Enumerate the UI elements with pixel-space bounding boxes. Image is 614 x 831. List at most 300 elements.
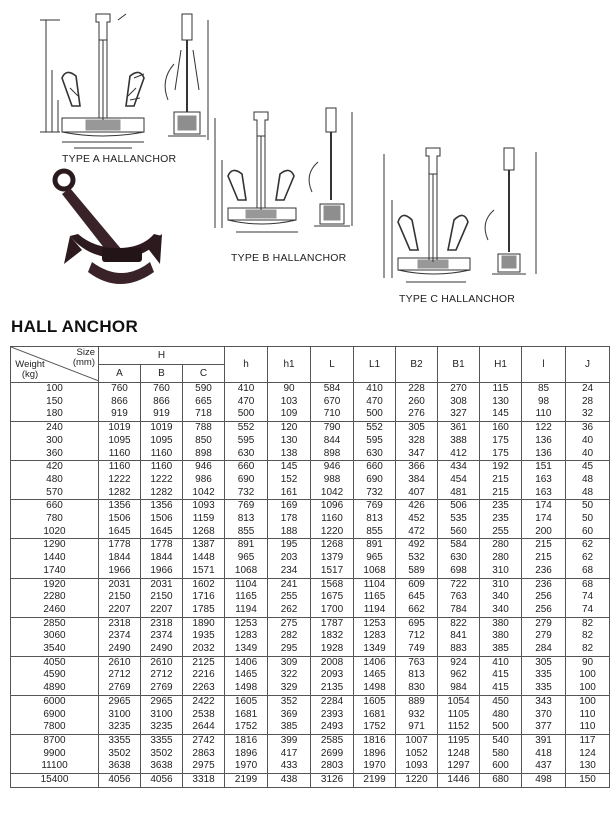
value-cell: 2490 — [99, 643, 141, 656]
value-cell: 1160 — [99, 448, 141, 461]
table-row — [11, 682, 610, 695]
value-cell: 2644 — [183, 721, 225, 734]
value-cell: 68 — [566, 578, 610, 591]
value-cell: 1095 — [141, 435, 183, 448]
weight-cell: 3540 — [11, 643, 99, 656]
value-cell: 369 — [268, 709, 311, 722]
value-cell: 3100 — [141, 709, 183, 722]
value-cell: 946 — [311, 461, 354, 474]
value-cell: 407 — [396, 487, 438, 500]
value-cell: 48 — [566, 487, 610, 500]
value-cell: 380 — [480, 617, 522, 630]
value-cell: 122 — [522, 422, 566, 435]
value-cell: 1970 — [225, 760, 268, 773]
weight-cell: 240 — [11, 422, 99, 435]
value-cell: 2712 — [141, 669, 183, 682]
value-cell: 109 — [268, 408, 311, 421]
value-cell: 1222 — [99, 474, 141, 487]
table-row — [11, 448, 610, 461]
type-c-front-view — [384, 148, 470, 282]
value-cell: 1220 — [311, 526, 354, 539]
value-cell: 1966 — [99, 565, 141, 578]
value-cell: 192 — [480, 461, 522, 474]
value-cell: 1165 — [354, 591, 396, 604]
value-cell: 822 — [438, 617, 480, 630]
table-row — [11, 669, 610, 682]
value-cell: 1716 — [183, 591, 225, 604]
value-cell: 1096 — [311, 500, 354, 513]
value-cell: 433 — [268, 760, 311, 773]
value-cell: 763 — [438, 591, 480, 604]
value-cell: 2965 — [99, 695, 141, 708]
value-cell: 2263 — [183, 682, 225, 695]
weight-cell: 780 — [11, 513, 99, 526]
value-cell: 98 — [522, 396, 566, 409]
value-cell: 2284 — [311, 695, 354, 708]
value-cell: 50 — [566, 500, 610, 513]
value-cell: 866 — [99, 396, 141, 409]
table-row — [11, 500, 610, 513]
table-row — [11, 487, 610, 500]
value-cell: 1282 — [99, 487, 141, 500]
value-cell: 595 — [225, 435, 268, 448]
value-cell: 919 — [141, 408, 183, 421]
table-row — [11, 383, 610, 396]
value-cell: 1220 — [396, 774, 438, 788]
value-cell: 1700 — [311, 604, 354, 617]
table-row — [11, 422, 610, 435]
value-cell: 454 — [438, 474, 480, 487]
value-cell: 841 — [438, 630, 480, 643]
value-cell: 630 — [225, 448, 268, 461]
col-header-L1: L1 — [354, 347, 396, 383]
value-cell: 410 — [480, 656, 522, 669]
value-cell: 1007 — [396, 734, 438, 747]
value-cell: 3100 — [99, 709, 141, 722]
weight-cell: 570 — [11, 487, 99, 500]
value-cell: 103 — [268, 396, 311, 409]
weight-cell: 300 — [11, 435, 99, 448]
value-cell: 236 — [522, 565, 566, 578]
value-cell: 28 — [566, 396, 610, 409]
value-cell: 1194 — [225, 604, 268, 617]
value-cell: 844 — [311, 435, 354, 448]
value-cell: 1605 — [354, 695, 396, 708]
value-cell: 784 — [438, 604, 480, 617]
value-cell: 866 — [141, 396, 183, 409]
value-cell: 163 — [522, 474, 566, 487]
value-cell: 1349 — [354, 643, 396, 656]
table-row — [11, 617, 610, 630]
value-cell: 1778 — [141, 539, 183, 552]
table-row — [11, 526, 610, 539]
value-cell: 426 — [396, 500, 438, 513]
value-cell: 3502 — [99, 748, 141, 761]
value-cell: 763 — [396, 656, 438, 669]
value-cell: 1896 — [354, 748, 396, 761]
type-a-label: TYPE A HALLANCHOR — [62, 153, 177, 165]
value-cell: 2216 — [183, 669, 225, 682]
value-cell: 889 — [396, 695, 438, 708]
value-cell: 2093 — [311, 669, 354, 682]
value-cell: 385 — [268, 721, 311, 734]
value-cell: 1356 — [141, 500, 183, 513]
value-cell: 256 — [522, 604, 566, 617]
value-cell: 352 — [268, 695, 311, 708]
weight-cell: 1020 — [11, 526, 99, 539]
value-cell: 790 — [311, 422, 354, 435]
value-cell: 2712 — [99, 669, 141, 682]
value-cell: 100 — [566, 695, 610, 708]
table-row — [11, 435, 610, 448]
type-b-side-view — [309, 108, 352, 226]
table-row — [11, 461, 610, 474]
value-cell: 310 — [480, 578, 522, 591]
value-cell: 161 — [268, 487, 311, 500]
value-cell: 74 — [566, 604, 610, 617]
value-cell: 399 — [268, 734, 311, 747]
value-cell: 145 — [268, 461, 311, 474]
value-cell: 749 — [396, 643, 438, 656]
value-cell: 1681 — [354, 709, 396, 722]
value-cell: 130 — [268, 435, 311, 448]
value-cell: 1283 — [225, 630, 268, 643]
value-cell: 160 — [480, 422, 522, 435]
value-cell: 492 — [396, 539, 438, 552]
value-cell: 1095 — [99, 435, 141, 448]
value-cell: 36 — [566, 422, 610, 435]
value-cell: 270 — [438, 383, 480, 396]
value-cell: 1844 — [99, 552, 141, 565]
value-cell: 130 — [480, 396, 522, 409]
value-cell: 2975 — [183, 760, 225, 773]
value-cell: 1506 — [141, 513, 183, 526]
value-cell: 40 — [566, 448, 610, 461]
value-cell: 2965 — [141, 695, 183, 708]
value-cell: 2008 — [311, 656, 354, 669]
value-cell: 680 — [480, 774, 522, 788]
value-cell: 1152 — [438, 721, 480, 734]
value-cell: 552 — [354, 422, 396, 435]
value-cell: 1446 — [438, 774, 480, 788]
value-cell: 1093 — [396, 760, 438, 773]
value-cell: 295 — [268, 643, 311, 656]
value-cell: 2207 — [141, 604, 183, 617]
value-cell: 2032 — [183, 643, 225, 656]
value-cell: 1517 — [311, 565, 354, 578]
value-cell: 769 — [225, 500, 268, 513]
value-cell: 2318 — [141, 617, 183, 630]
value-cell: 891 — [354, 539, 396, 552]
value-cell: 1844 — [141, 552, 183, 565]
value-cell: 82 — [566, 643, 610, 656]
col-header-l: l — [522, 347, 566, 383]
value-cell: 279 — [522, 630, 566, 643]
value-cell: 415 — [480, 682, 522, 695]
value-cell: 310 — [480, 565, 522, 578]
value-cell: 481 — [438, 487, 480, 500]
value-cell: 188 — [268, 526, 311, 539]
value-cell: 110 — [522, 408, 566, 421]
value-cell: 965 — [225, 552, 268, 565]
value-cell: 1568 — [311, 578, 354, 591]
value-cell: 850 — [183, 435, 225, 448]
value-cell: 690 — [225, 474, 268, 487]
value-cell: 2493 — [311, 721, 354, 734]
value-cell: 1832 — [311, 630, 354, 643]
value-cell: 1681 — [225, 709, 268, 722]
type-c-side-view — [485, 148, 536, 274]
value-cell: 417 — [268, 748, 311, 761]
value-cell: 1675 — [311, 591, 354, 604]
value-cell: 255 — [268, 591, 311, 604]
value-cell: 1506 — [99, 513, 141, 526]
value-cell: 110 — [566, 709, 610, 722]
value-cell: 1248 — [438, 748, 480, 761]
value-cell: 1349 — [225, 643, 268, 656]
type-b-label: TYPE B HALLANCHOR — [231, 252, 347, 264]
value-cell: 256 — [522, 591, 566, 604]
value-cell: 235 — [480, 513, 522, 526]
value-cell: 1970 — [354, 760, 396, 773]
value-cell: 410 — [225, 383, 268, 396]
value-cell: 100 — [566, 669, 610, 682]
type-c-label: TYPE C HALLANCHOR — [399, 293, 516, 305]
value-cell: 24 — [566, 383, 610, 396]
weight-cell: 3060 — [11, 630, 99, 643]
value-cell: 309 — [268, 656, 311, 669]
value-cell: 932 — [396, 709, 438, 722]
value-cell: 388 — [438, 435, 480, 448]
value-cell: 769 — [354, 500, 396, 513]
value-cell: 45 — [566, 461, 610, 474]
value-cell: 2538 — [183, 709, 225, 722]
value-cell: 275 — [268, 617, 311, 630]
value-cell: 1356 — [99, 500, 141, 513]
table-row — [11, 643, 610, 656]
value-cell: 3126 — [311, 774, 354, 788]
value-cell: 234 — [268, 565, 311, 578]
table-row — [11, 630, 610, 643]
value-cell: 813 — [396, 669, 438, 682]
value-cell: 695 — [396, 617, 438, 630]
value-cell: 1605 — [225, 695, 268, 708]
value-cell: 3235 — [141, 721, 183, 734]
weight-cell: 1740 — [11, 565, 99, 578]
value-cell: 328 — [396, 435, 438, 448]
value-cell: 535 — [438, 513, 480, 526]
value-cell: 280 — [480, 539, 522, 552]
value-cell: 175 — [480, 435, 522, 448]
value-cell: 480 — [480, 709, 522, 722]
value-cell: 1966 — [141, 565, 183, 578]
value-cell: 2150 — [99, 591, 141, 604]
value-cell: 130 — [566, 760, 610, 773]
value-cell: 2150 — [141, 591, 183, 604]
weight-cell: 8700 — [11, 734, 99, 747]
value-cell: 712 — [396, 630, 438, 643]
value-cell: 1752 — [354, 721, 396, 734]
table-row — [11, 591, 610, 604]
value-cell: 1498 — [354, 682, 396, 695]
value-cell: 1448 — [183, 552, 225, 565]
value-cell: 3355 — [99, 734, 141, 747]
value-cell: 1268 — [311, 539, 354, 552]
value-cell: 698 — [438, 565, 480, 578]
value-cell: 1068 — [354, 565, 396, 578]
weight-cell: 11100 — [11, 760, 99, 773]
col-header-H1: H1 — [480, 347, 522, 383]
value-cell: 2803 — [311, 760, 354, 773]
value-cell: 1602 — [183, 578, 225, 591]
value-cell: 1282 — [141, 487, 183, 500]
value-cell: 262 — [268, 604, 311, 617]
value-cell: 580 — [480, 748, 522, 761]
value-cell: 308 — [438, 396, 480, 409]
value-cell: 124 — [566, 748, 610, 761]
value-cell: 1194 — [354, 604, 396, 617]
weight-cell: 7800 — [11, 721, 99, 734]
value-cell: 4056 — [99, 774, 141, 788]
value-cell: 1160 — [99, 461, 141, 474]
value-cell: 255 — [480, 526, 522, 539]
value-cell: 215 — [522, 539, 566, 552]
weight-cell: 2460 — [11, 604, 99, 617]
value-cell: 971 — [396, 721, 438, 734]
value-cell: 670 — [311, 396, 354, 409]
value-cell: 600 — [480, 760, 522, 773]
value-cell: 2031 — [99, 578, 141, 591]
value-cell: 2610 — [99, 656, 141, 669]
value-cell: 988 — [311, 474, 354, 487]
value-cell: 1935 — [183, 630, 225, 643]
col-header-L: L — [311, 347, 354, 383]
table-row — [11, 539, 610, 552]
value-cell: 174 — [522, 513, 566, 526]
value-cell: 1093 — [183, 500, 225, 513]
value-cell: 361 — [438, 422, 480, 435]
table-row — [11, 578, 610, 591]
value-cell: 384 — [396, 474, 438, 487]
value-cell: 260 — [396, 396, 438, 409]
value-cell: 2199 — [225, 774, 268, 788]
value-cell: 595 — [354, 435, 396, 448]
weight-cell: 100 — [11, 383, 99, 396]
value-cell: 1268 — [183, 526, 225, 539]
value-cell: 722 — [438, 578, 480, 591]
value-cell: 1406 — [225, 656, 268, 669]
value-cell: 1042 — [311, 487, 354, 500]
value-cell: 2422 — [183, 695, 225, 708]
weight-cell: 4590 — [11, 669, 99, 682]
value-cell: 2207 — [99, 604, 141, 617]
anchor-photo — [55, 171, 162, 284]
value-cell: 163 — [522, 487, 566, 500]
value-cell: 452 — [396, 513, 438, 526]
table-row — [11, 695, 610, 708]
value-cell: 60 — [566, 526, 610, 539]
table-row — [11, 565, 610, 578]
weight-cell: 150 — [11, 396, 99, 409]
value-cell: 62 — [566, 552, 610, 565]
value-cell: 506 — [438, 500, 480, 513]
value-cell: 412 — [438, 448, 480, 461]
value-cell: 152 — [268, 474, 311, 487]
value-cell: 2610 — [141, 656, 183, 669]
type-b-front-view — [215, 112, 298, 232]
value-cell: 377 — [522, 721, 566, 734]
group-header-H: H — [99, 347, 225, 365]
value-cell: 1160 — [141, 448, 183, 461]
weight-cell: 9900 — [11, 748, 99, 761]
value-cell: 470 — [354, 396, 396, 409]
value-cell: 2393 — [311, 709, 354, 722]
value-cell: 366 — [396, 461, 438, 474]
value-cell: 1571 — [183, 565, 225, 578]
value-cell: 280 — [480, 552, 522, 565]
value-cell: 660 — [354, 461, 396, 474]
value-cell: 2374 — [141, 630, 183, 643]
value-cell: 710 — [311, 408, 354, 421]
value-cell: 228 — [396, 383, 438, 396]
value-cell: 1752 — [225, 721, 268, 734]
value-cell: 760 — [99, 383, 141, 396]
value-cell: 2125 — [183, 656, 225, 669]
value-cell: 1253 — [354, 617, 396, 630]
weight-cell: 420 — [11, 461, 99, 474]
type-a-front-view — [40, 14, 144, 148]
value-cell: 110 — [566, 721, 610, 734]
value-cell: 438 — [268, 774, 311, 788]
weight-cell: 480 — [11, 474, 99, 487]
weight-cell: 660 — [11, 500, 99, 513]
value-cell: 2742 — [183, 734, 225, 747]
value-cell: 3638 — [99, 760, 141, 773]
value-cell: 151 — [522, 461, 566, 474]
value-cell: 2769 — [99, 682, 141, 695]
spec-table-body — [11, 383, 610, 788]
value-cell: 410 — [354, 383, 396, 396]
value-cell: 1283 — [354, 630, 396, 643]
value-cell: 236 — [522, 578, 566, 591]
value-cell: 1297 — [438, 760, 480, 773]
value-cell: 48 — [566, 474, 610, 487]
value-cell: 85 — [522, 383, 566, 396]
value-cell: 984 — [438, 682, 480, 695]
value-cell: 732 — [354, 487, 396, 500]
value-cell: 380 — [480, 630, 522, 643]
value-cell: 1465 — [225, 669, 268, 682]
value-cell: 1379 — [311, 552, 354, 565]
value-cell: 946 — [183, 461, 225, 474]
type-a-side-view — [165, 14, 208, 140]
value-cell: 68 — [566, 565, 610, 578]
value-cell: 3318 — [183, 774, 225, 788]
col-header-h: h — [225, 347, 268, 383]
weight-cell: 6900 — [11, 709, 99, 722]
value-cell: 1406 — [354, 656, 396, 669]
value-cell: 813 — [354, 513, 396, 526]
weight-cell: 15400 — [11, 774, 99, 788]
header-row-1 — [11, 347, 610, 365]
value-cell: 1104 — [354, 578, 396, 591]
value-cell: 322 — [268, 669, 311, 682]
value-cell: 470 — [225, 396, 268, 409]
value-cell: 788 — [183, 422, 225, 435]
value-cell: 718 — [183, 408, 225, 421]
value-cell: 391 — [522, 734, 566, 747]
value-cell: 50 — [566, 513, 610, 526]
